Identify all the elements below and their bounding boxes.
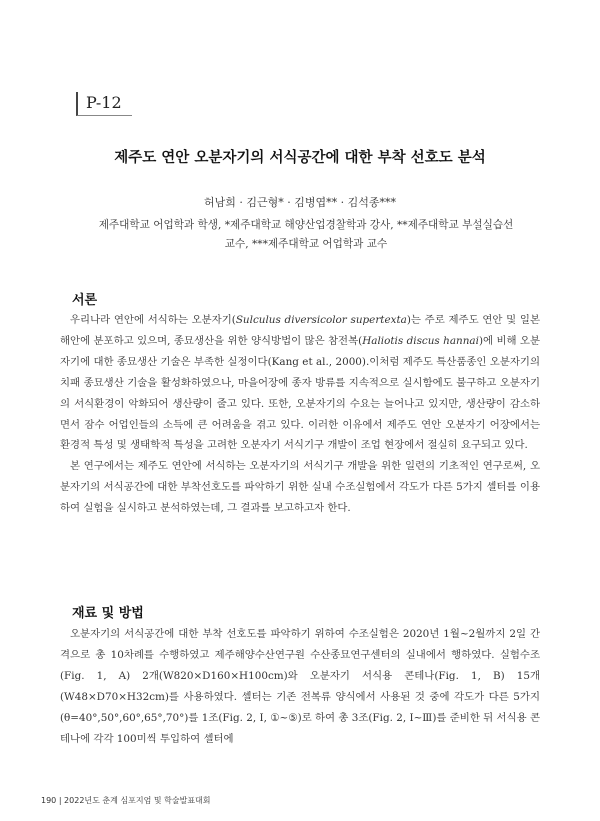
intro-body <box>60 310 540 519</box>
species-name-2: Haliotis discus hannai <box>362 334 479 347</box>
affiliation-line-2: 교수, ***제주대학교 어업학과 교수 <box>224 238 388 250</box>
intro-paragraph-1 <box>60 310 540 456</box>
intro-heading: 서론 <box>72 293 98 308</box>
intro-paragraph-2: 본 연구에서는 제주도 연안에 서식하는 오분자기의 서식기구 개발을 위한 일련의 기초적인 연구로써, 오분자기의 서식공간에 대한 부착선호도를 파악하기 위한 실내 수조실험에서 각도가 다른 5가지 셸터를 이용하여 실험을 실시하고 분석하였는데, 그 결과를 보고하고자 한다. <box>60 460 540 515</box>
page-footer: 190 | 2022년도 춘계 심포지엄 및 학술발표대회 <box>41 796 211 805</box>
species-name-1: Sulculus diversicolor supertexta <box>235 314 407 326</box>
paper-title: 제주도 연안 오분자기의 서식공간에 대한 부착 선호도 분석 <box>114 150 486 166</box>
authors: 허남희 · 김근형* · 김병엽** · 김석종*** <box>204 196 396 209</box>
methods-paragraph-1: 오분자기의 서식공간에 대한 부착 선호도를 파악하기 위하여 수조실험은 2020년 1월~2월까지 2일 간격으로 총 10차례를 수행하였고 제주해양수산연구원 수산종묘연구센터의 실내에서 행하였다. 실험수조(Fig. 1, A) 2개(W820×D160×H100cm)와 오분자기 서식용 콘테나(Fig. 1, B) 15개(W48×D70×H32cm)를 사용하였다. 셸터는 기존 전복류 양식에서 사용된 것 중에 각도가 다른 5가지(θ=40°,50°,60°,65°,70°)를 1조(Fig. 2, Ⅰ, ①~⑤)로 하여 총 3조(Fig. 2, Ⅰ~Ⅲ)를 준비한 뒤 서식용 콘테나에 각각 100미씩 투입하여 셸터에 <box>60 628 540 745</box>
affiliation-line-1: 제주대학교 어업학과 학생, *제주대학교 해양산업경찰학과 강사, **제주대학교 부설실습선 <box>98 219 514 231</box>
methods-body <box>60 624 540 749</box>
abstract-code: P-12 <box>76 92 132 116</box>
intro-text-c: )에 비해 오분자기에 대한 종묘생산 기술은 부족한 실정이다(Kang et al., 2000).이처럼 제주도 특산품종인 오분자기의 치패 종묘생산 기술을 활성화하였으나, 마을어장에 종자 방류를 지속적으로 실시함에도 불구하고 오분자기의 서식환경이 악화되어 생산량이 줄고 있다. 또한, 오분자기의 수요는 늘어나고 있지만, 생산량이 감소하면서 잠수 어업인들의 소득에 큰 어려움을 겪고 있다. 이러한 이유에서 제주도 연안 오분자기 어장에서는 환경적 특성 및 생태학적 특성을 고려한 오분자기 서식기구 개발이 조업 현장에서 절실히 요구되고 있다. <box>60 334 541 452</box>
methods-heading: 재료 및 방법 <box>72 606 144 621</box>
intro-text-a: 우리나라 연안에 서식하는 오분자기( <box>70 314 236 326</box>
intro-text-b: )는 주로 제주도 연안 및 일본 해안에 분포하고 있으며, 종묘생산을 위한 양식방법이 많은 참전복( <box>60 314 540 347</box>
affiliations <box>70 216 542 254</box>
